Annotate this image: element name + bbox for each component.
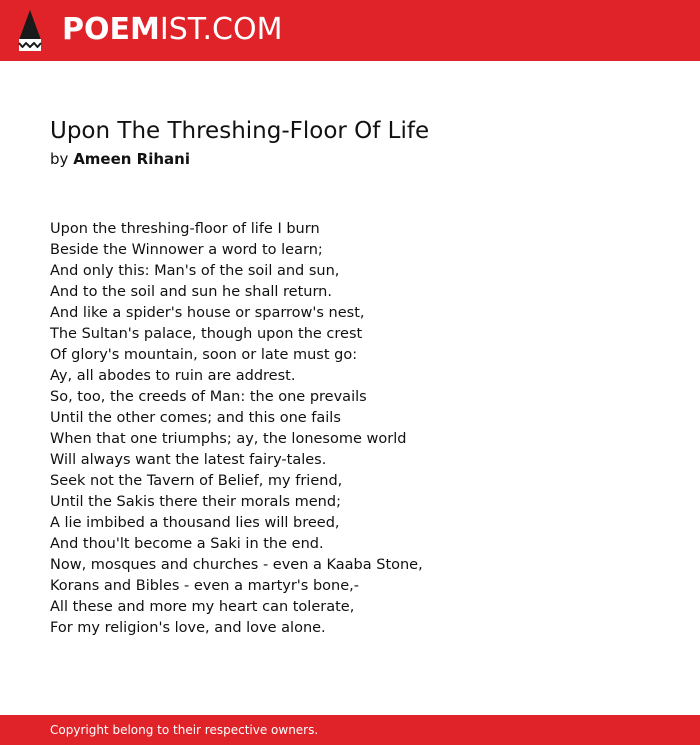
site-header [0, 0, 700, 61]
poem-line: For my religion's love, and love alone. [50, 620, 326, 636]
pencil-tip-icon [18, 10, 42, 51]
site-logo[interactable] [62, 12, 282, 48]
byline [50, 149, 190, 169]
poem-line: So, too, the creeds of Man: the one prevails [50, 389, 367, 405]
poem-line: Korans and Bibles - even a martyr's bone,- [50, 578, 359, 594]
poem-line: Upon the threshing-floor of life I burn [50, 221, 320, 237]
poem-line: Beside the Winnower a word to learn; [50, 242, 323, 258]
poem-line: Ay, all abodes to ruin are addrest. [50, 368, 296, 384]
logo-text-light: IST.COM [159, 12, 283, 47]
poem-line: A lie imbibed a thousand lies will breed, [50, 515, 340, 531]
poem-line: And to the soil and sun he shall return. [50, 284, 332, 300]
poem-line: Will always want the latest fairy-tales. [50, 452, 327, 468]
poem-line: All these and more my heart can tolerate, [50, 599, 355, 615]
poem-line: Until the Sakis there their morals mend; [50, 494, 341, 510]
poem-line: And thou'lt become a Saki in the end. [50, 536, 324, 552]
poem-line: And only this: Man's of the soil and sun, [50, 263, 340, 279]
poem-body [50, 219, 423, 639]
poem-line: The Sultan's palace, though upon the crest [50, 326, 363, 342]
poem-line: Of glory's mountain, soon or late must go: [50, 347, 358, 363]
site-footer [0, 715, 700, 745]
poem-line: Seek not the Tavern of Belief, my friend, [50, 473, 343, 489]
poem-line: And like a spider's house or sparrow's nest, [50, 305, 365, 321]
poem-line: When that one triumphs; ay, the lonesome world [50, 431, 407, 447]
author-name: Ameen Rihani [73, 150, 190, 168]
poem-line: Now, mosques and churches - even a Kaaba Stone, [50, 557, 423, 573]
poem-title: Upon The Threshing-Floor Of Life [50, 118, 430, 144]
copyright-text: Copyright belong to their respective owners. [50, 723, 319, 737]
by-label: by [50, 150, 69, 168]
poem-line: Until the other comes; and this one fails [50, 410, 341, 426]
logo-text-bold: POEM [62, 12, 160, 47]
